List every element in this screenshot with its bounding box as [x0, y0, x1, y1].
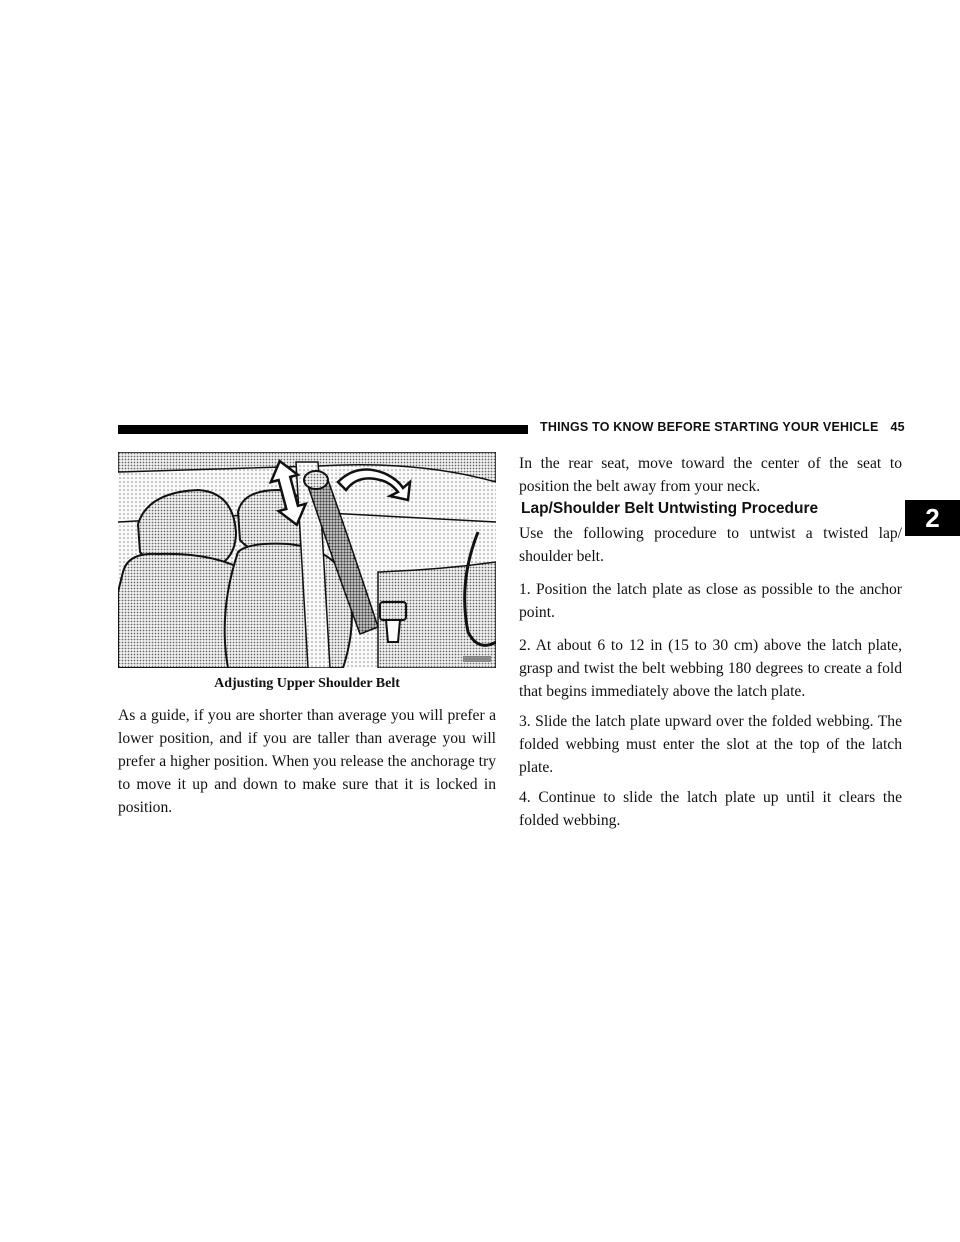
step-3: 3. Slide the latch plate upward over the folded webbing. The folded webbing must enter the slot at the top of the latch plate.: [519, 713, 902, 776]
left-paragraph: As a guide, if you are shorter than average you will prefer a lower position, and if you are taller than average you will prefer a higher position. When you release the anchorage try to move it up and down to make sure that it is locked in position.: [118, 707, 496, 816]
header-rule: [118, 425, 528, 434]
section-tab: 2: [905, 500, 960, 536]
figure-caption: Adjusting Upper Shoulder Belt: [214, 676, 400, 691]
step-4: 4. Continue to slide the latch plate up until it clears the folded webbing.: [519, 789, 902, 829]
step-1: 1. Position the latch plate as close as possible to the anchor point.: [519, 581, 902, 621]
seat-belt-illustration: [118, 452, 496, 668]
page-number: 45: [890, 420, 905, 434]
running-title: THINGS TO KNOW BEFORE STARTING YOUR VEHICLE: [540, 420, 879, 434]
section-heading: Lap/Shoulder Belt Untwisting Procedure: [521, 500, 819, 517]
step-2: 2. At about 6 to 12 in (15 to 30 cm) above the latch plate, grasp and twist the belt webbing 180 degrees to create a fold that begins immediately above the latch plate.: [519, 637, 902, 700]
lead-paragraph: Use the following procedure to untwist a twisted lap/ shoulder belt.: [519, 525, 902, 565]
intro-paragraph: In the rear seat, move toward the center of the seat to position the belt away from your neck.: [519, 455, 902, 495]
running-header: [540, 420, 905, 434]
